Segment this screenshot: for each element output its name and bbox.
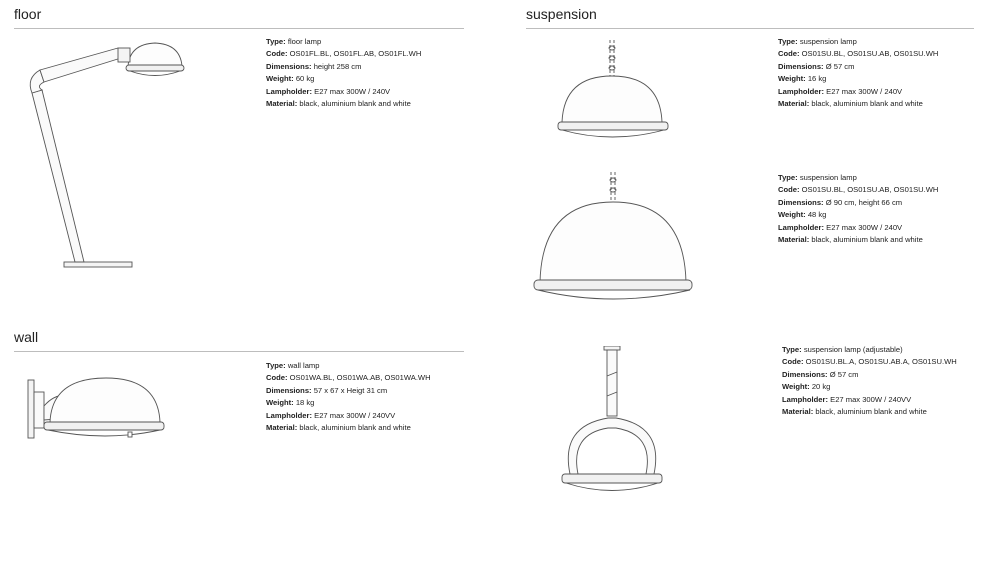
spec-row-material [778,234,938,246]
spec-suspension-lamp-adjustable [782,344,957,418]
spec-value: Ø 90 cm, height 66 cm [825,197,903,207]
spec-row-material [782,406,957,418]
spec-label: Code: [266,49,288,59]
section-divider-floor [14,28,464,29]
spec-row-weight [778,209,938,221]
spec-row-lampholder [778,86,938,98]
spec-label: Dimensions: [778,197,824,207]
spec-label: Code: [782,357,804,367]
spec-label: Weight: [266,74,294,84]
spec-label: Material: [266,423,298,433]
spec-value: 60 kg [295,74,315,84]
spec-row-lampholder [266,410,431,422]
spec-label: Material: [778,99,810,109]
suspension-lamp-adjustable-drawing [550,346,680,506]
spec-floor-lamp [266,36,421,110]
spec-label: Material: [266,99,298,109]
spec-value: OS01SU.BL, OS01SU.AB, OS01SU.WH [801,185,939,195]
section-title-wall: wall [14,329,39,345]
spec-row-type [266,360,431,372]
spec-value: OS01SU.BL.A, OS01SU.AB.A, OS01SU.WH [805,357,957,367]
spec-value: Ø 57 cm [825,61,855,71]
spec-value: black, aluminium blank and white [299,99,411,109]
section-title-suspension: suspension [526,6,597,22]
spec-label: Lampholder: [778,222,824,232]
spec-row-material [266,422,431,434]
suspension-lamp-large-drawing [526,172,706,307]
section-divider-suspension [526,28,974,29]
spec-label: Code: [778,185,800,195]
spec-value: 18 kg [295,398,315,408]
spec-value: wall lamp [287,361,320,370]
spec-value: Ø 57 cm [829,369,859,379]
spec-row-dimensions [782,369,957,381]
spec-row-material [266,98,421,110]
spec-row-type [778,36,938,48]
spec-label: Dimensions: [778,61,824,71]
spec-suspension-lamp-small [778,36,938,110]
spec-value: E27 max 300W / 240VV [830,394,912,404]
spec-row-code [266,372,431,384]
spec-suspension-lamp-large [778,172,938,246]
spec-value: 48 kg [807,210,827,220]
spec-row-type [778,172,938,184]
spec-wall-lamp [266,360,431,434]
spec-label: Lampholder: [778,86,824,96]
spec-row-lampholder [266,86,421,98]
spec-label: Type: [778,37,798,46]
spec-label: Weight: [782,382,810,392]
spec-row-code [782,356,957,368]
spec-row-dimensions [778,197,938,209]
spec-value: floor lamp [287,37,322,46]
suspension-lamp-small-drawing [548,40,678,145]
spec-value: black, aluminium blank and white [811,99,923,109]
spec-value: suspension lamp [799,37,857,46]
spec-label: Type: [778,173,798,182]
spec-value: E27 max 300W / 240V [314,86,391,96]
section-title-floor: floor [14,6,42,22]
spec-row-dimensions [266,385,431,397]
spec-label: Lampholder: [266,86,312,96]
spec-label: Material: [778,235,810,245]
spec-value: 20 kg [811,382,831,392]
spec-label: Type: [782,345,802,354]
spec-value: E27 max 300W / 240V [826,222,903,232]
wall-lamp-drawing [20,370,170,450]
spec-value: E27 max 300W / 240VV [314,410,396,420]
spec-value: 16 kg [807,74,827,84]
spec-value: 57 x 67 x Heigt 31 cm [313,385,388,395]
spec-label: Lampholder: [782,394,828,404]
spec-row-dimensions [778,61,938,73]
spec-row-type [782,344,957,356]
spec-label: Weight: [778,74,806,84]
spec-value: black, aluminium blank and white [811,235,923,245]
spec-row-weight [778,73,938,85]
spec-value: E27 max 300W / 240V [826,86,903,96]
spec-value: OS01FL.BL, OS01FL.AB, OS01FL.WH [289,49,422,59]
spec-label: Type: [266,361,286,370]
spec-label: Lampholder: [266,410,312,420]
spec-label: Weight: [266,398,294,408]
spec-label: Dimensions: [266,385,312,395]
spec-row-type [266,36,421,48]
spec-row-material [778,98,938,110]
spec-row-code [778,48,938,60]
spec-value: OS01SU.BL, OS01SU.AB, OS01SU.WH [801,49,939,59]
section-divider-wall [14,351,464,352]
spec-row-dimensions [266,61,421,73]
spec-row-weight [266,397,431,409]
spec-label: Material: [782,407,814,417]
spec-row-code [778,184,938,196]
spec-value: suspension lamp [799,173,857,182]
spec-value: black, aluminium blank and white [815,407,927,417]
spec-row-weight [782,381,957,393]
spec-row-lampholder [778,222,938,234]
spec-label: Code: [266,373,288,383]
spec-row-weight [266,73,421,85]
spec-value: black, aluminium blank and white [299,423,411,433]
spec-label: Dimensions: [782,369,828,379]
spec-label: Weight: [778,210,806,220]
spec-value: suspension lamp (adjustable) [803,345,903,354]
spec-label: Type: [266,37,286,46]
spec-value: OS01WA.BL, OS01WA.AB, OS01WA.WH [289,373,431,383]
spec-row-code [266,48,421,60]
spec-label: Dimensions: [266,61,312,71]
spec-value: height 258 cm [313,61,362,71]
floor-lamp-drawing [20,38,195,273]
spec-label: Code: [778,49,800,59]
spec-row-lampholder [782,394,957,406]
